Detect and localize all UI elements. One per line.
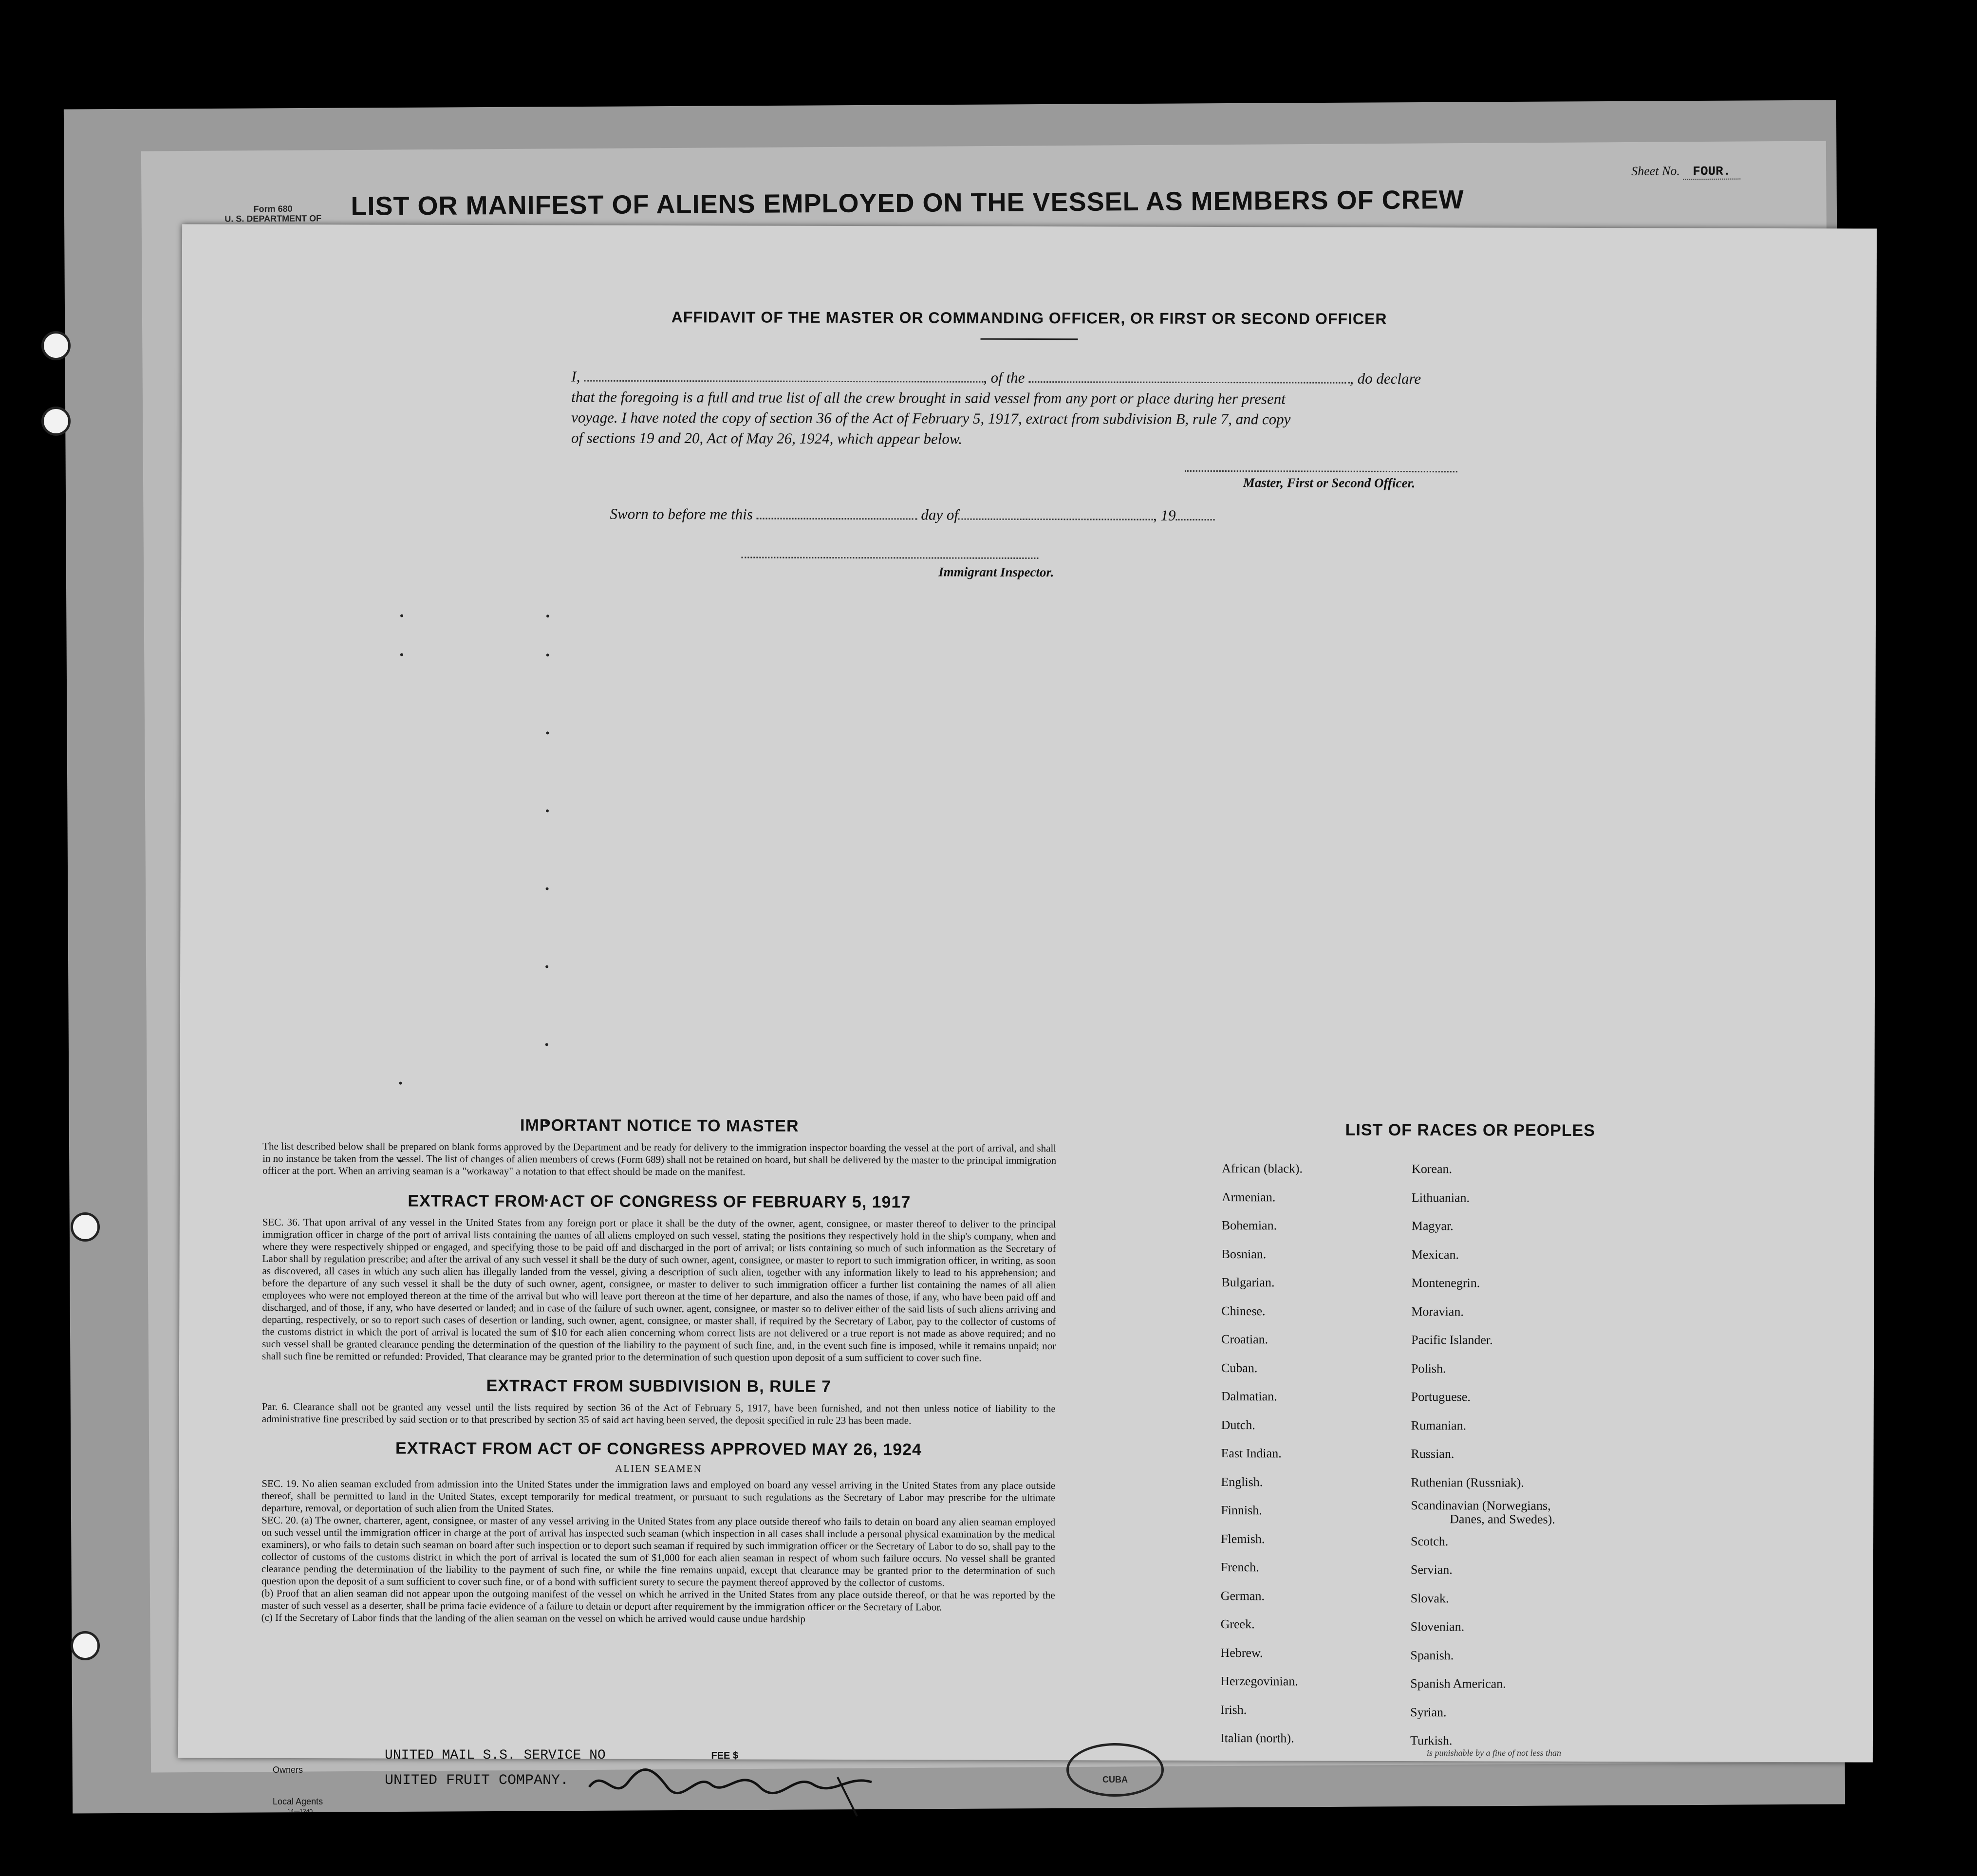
sec20b-body: (b) Proof that an alien seaman did not appear upon the outgoing manifest of the vessel on which he arrived in the United States from any place outside thereof, or that he was reported by the master of such vessel as a deserter, shall be prima facie evidence of a failure to detain or deport after requirement by the immigration officer or the Secretary of Labor. — [261, 1587, 1055, 1613]
alien-seamen-subtitle: ALIEN SEAMEN — [615, 1462, 702, 1475]
race-item-scandinavian — [1411, 1497, 1703, 1528]
race-item: Russian. — [1411, 1447, 1455, 1461]
rule7-body: Par. 6. Clearance shall not be granted any vessel until the lists required by section 36 of the Act of February 5, 1917, have been furnished, and not then unless notice of liability to the administrative fine prescribed by said section or to that prescribed by section 35 of said act having been served, the deposit specified in rule 23 has been made. — [261, 1400, 1056, 1427]
race-item: Armenian. — [1221, 1189, 1276, 1204]
declaration-line4: of sections 19 and 20, Act of May 26, 1924, which appear below. — [571, 429, 963, 447]
race-item: Italian (north). — [1220, 1731, 1294, 1746]
notice-title: IMPORTANT NOTICE TO MASTER — [520, 1116, 799, 1135]
inspector-label: Immigrant Inspector. — [938, 564, 1054, 580]
race-item: Magyar. — [1411, 1219, 1454, 1233]
sheet-number-label: Sheet No. — [1631, 164, 1680, 178]
races-col2 — [1410, 1155, 1704, 1756]
sec19-body: SEC. 19. No alien seaman excluded from admission into the United States under the immigration laws and employed on board any vessel arriving in the United States from any place outside thereof, shall be permitted to land in the United States, except temporarily for medical treatment, or pursuant to such regulations as the Secretary of Labor may prescribe for the ultimate departure, removal, or deportation of such alien from the United States. — [261, 1477, 1056, 1515]
declaration-line2: that the foregoing is a full and true list of all the crew brought in said vessel from any port or place during her present — [571, 388, 1286, 408]
race-item: African (black). — [1222, 1161, 1303, 1176]
race-item: Portuguese. — [1411, 1390, 1471, 1404]
master-signature-label: Master, First or Second Officer. — [1243, 475, 1416, 491]
race-item: German. — [1220, 1588, 1265, 1603]
bleed-mark — [545, 965, 548, 968]
race-item: Croatian. — [1221, 1332, 1268, 1347]
race-item: English. — [1221, 1474, 1263, 1489]
bleed-mark — [546, 731, 549, 734]
extract-1924-title: EXTRACT FROM ACT OF CONGRESS APPROVED MAY 26, 1924 — [395, 1439, 922, 1459]
race-item: Spanish. — [1410, 1648, 1454, 1662]
race-item: Scotch. — [1411, 1534, 1449, 1548]
sworn-line — [610, 505, 1215, 524]
bleed-mark — [546, 809, 549, 812]
race-item: Greek. — [1220, 1617, 1255, 1632]
bleed-mark — [545, 1043, 548, 1046]
race-item: Herzegovinian. — [1220, 1674, 1298, 1689]
race-item: Slovak. — [1410, 1591, 1449, 1605]
penalty-fragment: is punishable by a fine of not less than — [1427, 1748, 1561, 1758]
bleed-mark — [400, 614, 403, 617]
vessel-blank — [1028, 381, 1350, 384]
port-stamp — [1066, 1743, 1164, 1797]
bleed-mark — [546, 614, 549, 617]
race-item: Flemish. — [1221, 1531, 1265, 1546]
sec20-body: SEC. 20. (a) The owner, charterer, agent, consignee, or master of any vessel arriving in the United States from any place outside thereof who fails to detain on board any alien seaman employed on such vessel until the immigration officer in charge at the port of arrival has inspected such seaman (which inspection in all cases shall include a personal physical examination by the medical examiners), or who fails to detain such seaman on board after such inspection or to deport such seaman if required by such immigration officer or the Secretary of Labor to do so, shall pay to the collector of customs of the customs district in which the port of arrival is located the sum of $1,000 for each alien seaman in respect of whom such failure occurs. No vessel shall be granted clearance pending the determination of the liability to the payment of such fine, or while the fine remains unpaid, except that clearance may be granted prior to the determination of such question upon the deposit of a sum sufficient to cover such fine, or of a bond with sufficient surety to secure the payment thereof approved by the collector of customs. — [261, 1514, 1056, 1589]
race-item: Korean. — [1412, 1162, 1453, 1176]
race-item: Scandinavian (Norwegians, — [1411, 1498, 1551, 1513]
race-item: Montenegrin. — [1411, 1276, 1480, 1290]
rule7-title: EXTRACT FROM SUBDIVISION B, RULE 7 — [486, 1376, 832, 1396]
race-item: French. — [1220, 1560, 1259, 1575]
punch-hole — [71, 1631, 100, 1660]
race-item: Polish. — [1411, 1361, 1446, 1375]
owners-label: Owners — [273, 1765, 303, 1775]
title-rule — [981, 338, 1078, 340]
race-item: Chinese. — [1221, 1303, 1266, 1318]
extract-1917-title: EXTRACT FROM ACT OF CONGRESS OF FEBRUARY 5, 1917 — [408, 1191, 911, 1212]
race-item: Mexican. — [1411, 1247, 1459, 1262]
race-item: Dutch. — [1221, 1417, 1255, 1432]
bleed-mark — [399, 1082, 402, 1085]
name-blank — [584, 380, 983, 383]
declaration-of-the: , of the — [983, 369, 1025, 386]
race-item: Dalmatian. — [1221, 1389, 1277, 1404]
declaration-do-declare: , do declare — [1350, 370, 1421, 388]
master-signature-line — [1185, 470, 1457, 472]
punch-hole — [41, 407, 71, 436]
affidavit-sheet — [178, 224, 1877, 1762]
punch-hole — [41, 331, 71, 360]
race-item: Turkish. — [1410, 1733, 1453, 1748]
fee-label: FEE $ — [711, 1750, 739, 1761]
race-item: Bohemian. — [1221, 1218, 1277, 1233]
race-item: Cuban. — [1221, 1360, 1258, 1375]
race-item: Lithuanian. — [1411, 1190, 1470, 1205]
race-item: Rumanian. — [1411, 1418, 1467, 1432]
race-item: Bosnian. — [1221, 1246, 1267, 1261]
declaration-i: I, — [571, 368, 580, 385]
race-item: Moravian. — [1411, 1304, 1464, 1319]
service-number-label: UNITED MAIL S.S. SERVICE NO — [385, 1748, 606, 1763]
sworn-label: Sworn to before me this — [610, 505, 753, 523]
declaration — [571, 367, 1691, 451]
race-item: Syrian. — [1410, 1705, 1447, 1719]
race-item: Hebrew. — [1220, 1645, 1263, 1660]
races-title: LIST OF RACES OR PEOPLES — [1345, 1120, 1595, 1140]
race-item: Pacific Islander. — [1411, 1333, 1493, 1347]
extract-1917-body: SEC. 36. That upon arrival of any vessel in the United States from any foreign port or place it shall be the duty of the owner, agent, consignee, or master thereof to deliver to the principal immigration officer in charge of the port of arrival lists containing the names of all aliens employed on such vessel, stating the positions they respectively hold in the ship's company, when and where they were respectively shipped or engaged, and specifying those to be paid off and discharged in the port of arrival; or lists containing so much of such information as the Secretary of Labor shall by regulation prescribe; and after the arrival of any such vessel it shall be the duty of such owner, agent, consignee, or master to report to such immigration officer, in writing, as soon as discovered, all cases in which any such alien has illegally landed from the vessel, giving a description of such alien, together with any information likely to lead to his apprehension; and before the departure of any such vessel it shall be the duty of such owner, agent, consignee, or master to deliver to such immigration officer a further list containing the names of all alien employees who were not employed thereon at the time of the arrival but who will leave port thereon at the time of her departure, and also the names of those, if any, who have been paid off and discharged, and of those, if any, who have deserted or landed; and in case of the failure of such owner, agent, consignee, or master so to deliver either of the said lists of such aliens arriving and departing, respectively, or so to report such cases of desertion or landing, such owner, agent, consignee, or master shall, if required by the Secretary of Labor, pay to the collector of customs of the customs district in which the port of arrival is located the sum of $10 for each alien concerning whom correct lists are not delivered or a true report is not made as above required; and no such vessel shall be granted clearance pending the determination of the question of the liability to the payment of such fine, and, in the event such fine is imposed, while it remains unpaid; nor shall such fine be remitted or refunded: Provided, That clearance may be granted prior to the determination of such question upon deposit of a sum sufficient to cover such fine. — [262, 1216, 1056, 1364]
race-item: Finnish. — [1221, 1503, 1262, 1518]
sworn-dayof-label: day of — [921, 506, 959, 523]
race-item: Spanish American. — [1410, 1676, 1506, 1691]
bleed-mark — [400, 653, 403, 656]
local-agents-label: Local Agents — [273, 1797, 323, 1806]
form-number: Form 680 — [253, 204, 293, 214]
affidavit-title: AFFIDAVIT OF THE MASTER OR COMMANDING OFFICER, OR FIRST OR SECOND OFFICER — [671, 308, 1387, 328]
race-item: Servian. — [1410, 1562, 1453, 1577]
port-stamp-text: CUBA — [1102, 1775, 1128, 1784]
sworn-month-blank — [958, 519, 1153, 520]
punch-hole — [71, 1212, 100, 1242]
race-item: Bulgarian. — [1221, 1275, 1275, 1290]
department-label: U. S. DEPARTMENT OF — [224, 213, 322, 224]
races-col1 — [1220, 1154, 1417, 1753]
sworn-year-label: , 19 — [1153, 506, 1176, 524]
inspector-signature-line — [741, 557, 1038, 559]
owners-value: UNITED FRUIT COMPANY. — [385, 1772, 569, 1789]
sec20c-body: (c) If the Secretary of Labor finds that the landing of the alien seaman on the vessel on which he arrived would cause undue hardship — [261, 1611, 805, 1625]
declaration-line3: voyage. I have noted the copy of section 36 of the Act of February 5, 1917, extract from subdivision B, rule 7, and copy — [571, 409, 1291, 428]
local-agents-code: 14—1240 — [287, 1808, 313, 1815]
local-agents — [273, 1797, 323, 1816]
bleed-mark — [546, 887, 549, 890]
race-item: Slovenian. — [1410, 1619, 1465, 1634]
sheet-number — [1631, 164, 1740, 179]
sworn-year-blank — [1176, 519, 1215, 520]
handwritten-signature — [584, 1758, 877, 1821]
notices-column — [261, 1115, 1057, 1626]
bleed-mark — [546, 653, 549, 656]
sworn-day-blank — [757, 518, 917, 520]
race-item: Irish. — [1220, 1702, 1247, 1717]
manifest-title: LIST OR MANIFEST OF ALIENS EMPLOYED ON THE VESSEL AS MEMBERS OF CREW — [351, 185, 1464, 221]
race-item: East Indian. — [1221, 1446, 1282, 1461]
notice-body: The list described below shall be prepared on blank forms approved by the Department and be ready for delivery to the immigration inspector boarding the vessel at the port of arrival, and shall in no instance be taken from the vessel. The list of changes of alien members of crews (Form 689) shall not be retained on board, but shall be delivered by the master to the principal immigration officer at the port. When an arriving seaman is a "workaway" a notation to that effect should be made on the manifest. — [262, 1140, 1057, 1178]
race-item-continued: Danes, and Swedes). — [1450, 1512, 1555, 1526]
race-item: Ruthenian (Russniak). — [1411, 1475, 1524, 1490]
sheet-number-value: FOUR. — [1683, 164, 1740, 180]
